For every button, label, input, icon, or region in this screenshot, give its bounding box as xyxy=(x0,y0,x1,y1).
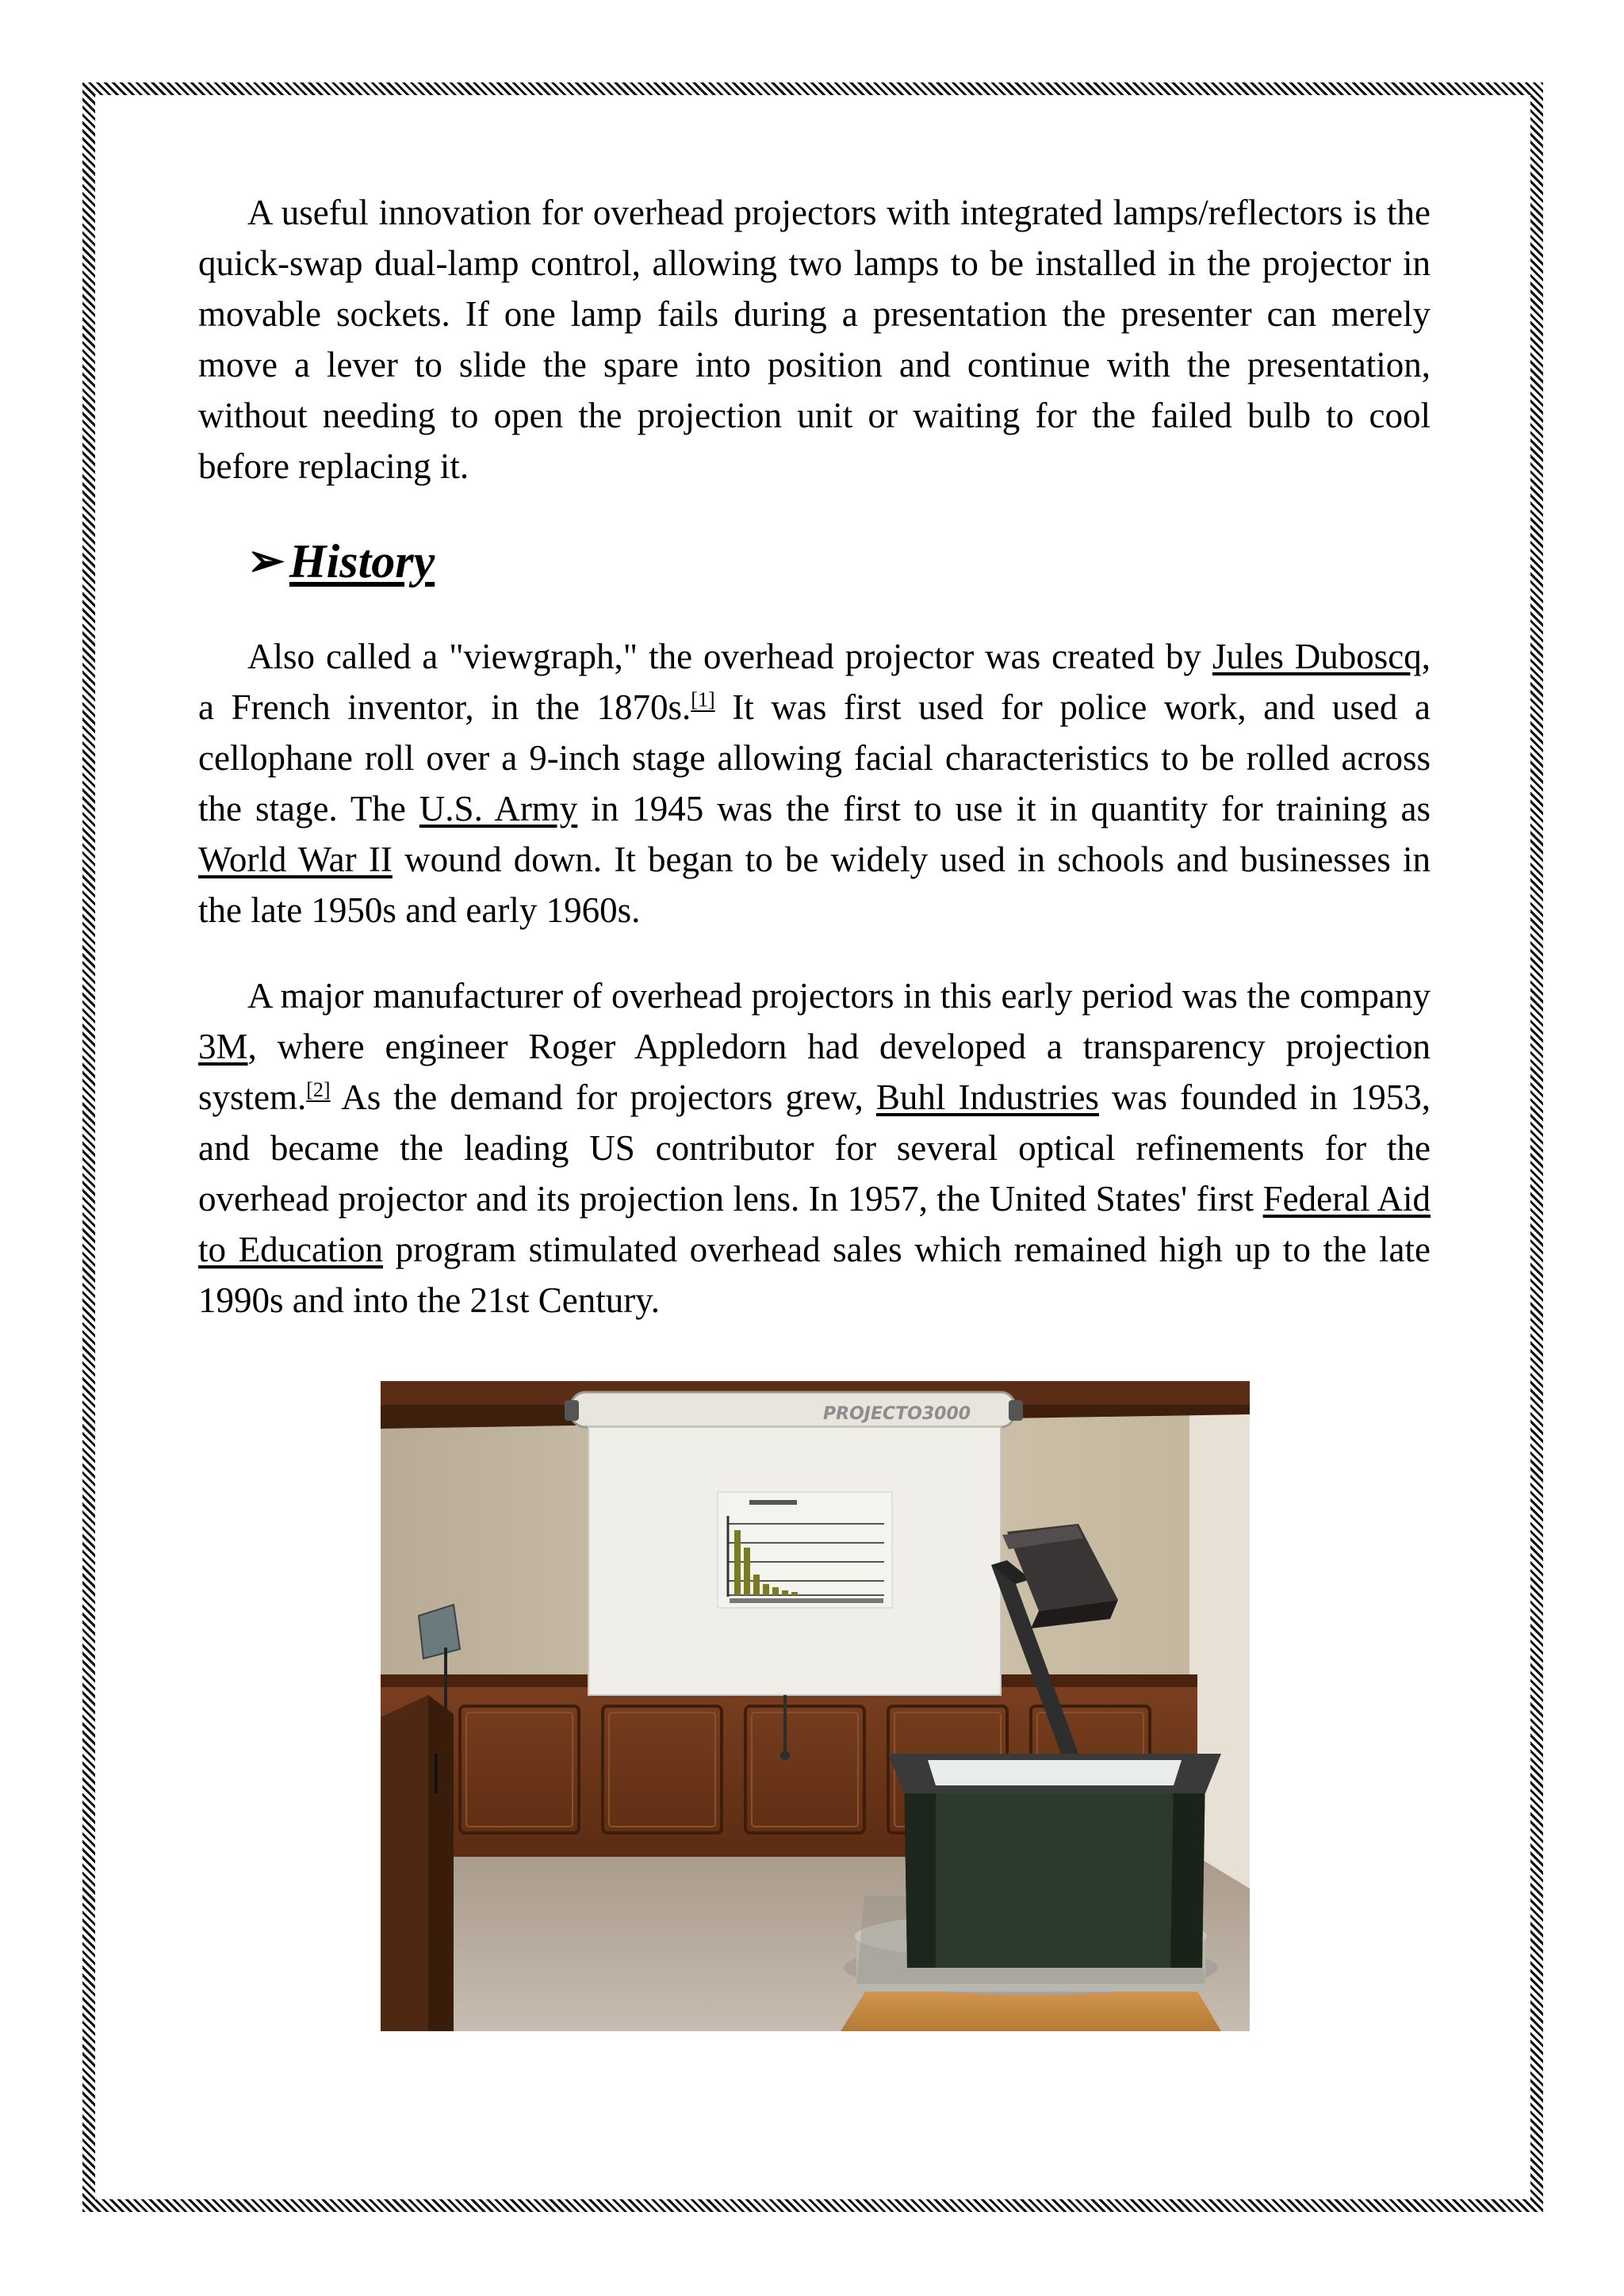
reference-1 xyxy=(691,688,714,711)
link-jules-duboscq[interactable]: Jules Duboscq xyxy=(1212,637,1422,676)
link-us-army[interactable]: U.S. Army xyxy=(419,789,578,828)
screen-brand-label: PROJECTO3000 xyxy=(823,1404,971,1424)
paragraph-history-manufacturers xyxy=(198,970,1431,1326)
text-fragment: A major manufacturer of overhead projectors in this early period was the company xyxy=(247,976,1431,1016)
text-fragment: , where engineer Roger Appledorn had developed a transparency projection system. xyxy=(198,1027,1431,1117)
screen-bar-chart xyxy=(718,1492,892,1608)
reference-2 xyxy=(306,1078,330,1101)
text-fragment: , a French inventor, in the 1870s. xyxy=(198,637,1431,727)
link-world-war-ii[interactable]: World War II xyxy=(198,840,393,879)
reference-1-link[interactable]: [1] xyxy=(691,688,715,711)
page-content xyxy=(198,187,1431,1326)
link-federal-aid-to-education[interactable]: Federal Aid to Education xyxy=(198,1179,1431,1269)
arrowhead-bullet-icon: ➢ xyxy=(247,537,285,586)
text-fragment: As the demand for projectors grew, xyxy=(330,1077,876,1117)
text-fragment: wound down. It began to be widely used in schools and businesses in the late 1950s and early 1960s. xyxy=(198,840,1431,930)
section-title: History xyxy=(289,535,435,587)
text-fragment: Also called a "viewgraph," the overhead projector was created by xyxy=(247,637,1212,676)
section-heading-history xyxy=(247,530,1431,593)
link-buhl-industries[interactable]: Buhl Industries xyxy=(875,1077,1099,1117)
link-3m[interactable]: 3M xyxy=(198,1027,248,1066)
reference-2-link[interactable]: [2] xyxy=(306,1078,331,1101)
text-fragment: was founded in 1953, and became the leading US contributor for several optical refinements for the overhead projector and its projection lens. In 1957, the United States' first xyxy=(198,1077,1431,1219)
text-fragment: program stimulated overhead sales which remained high up to the late 1990s and into the 21st Century. xyxy=(198,1230,1431,1320)
projector-base xyxy=(904,1770,1205,1968)
classroom-projector-illustration xyxy=(381,1381,1250,2031)
text-fragment: in 1945 was the first to use it in quantity for training as xyxy=(577,789,1431,828)
paragraph-lamp-innovation: A useful innovation for overhead projectors with integrated lamps/reflectors is the quick-swap dual-lamp control, allowing two lamps to be installed in the projector in movable sockets. If one lamp fails during a presentation the presenter can merely move a lever to slide the spare into position and continue with the presentation, without needing to open the projection unit or waiting for the failed bulb to cool before replacing it. xyxy=(198,193,1431,486)
text-fragment: It was first used for police work, and used a cellophane roll over a 9-inch stage allowing facial characteristics to be rolled across the stage. The xyxy=(198,687,1431,828)
paragraph-history-origin xyxy=(198,631,1431,936)
